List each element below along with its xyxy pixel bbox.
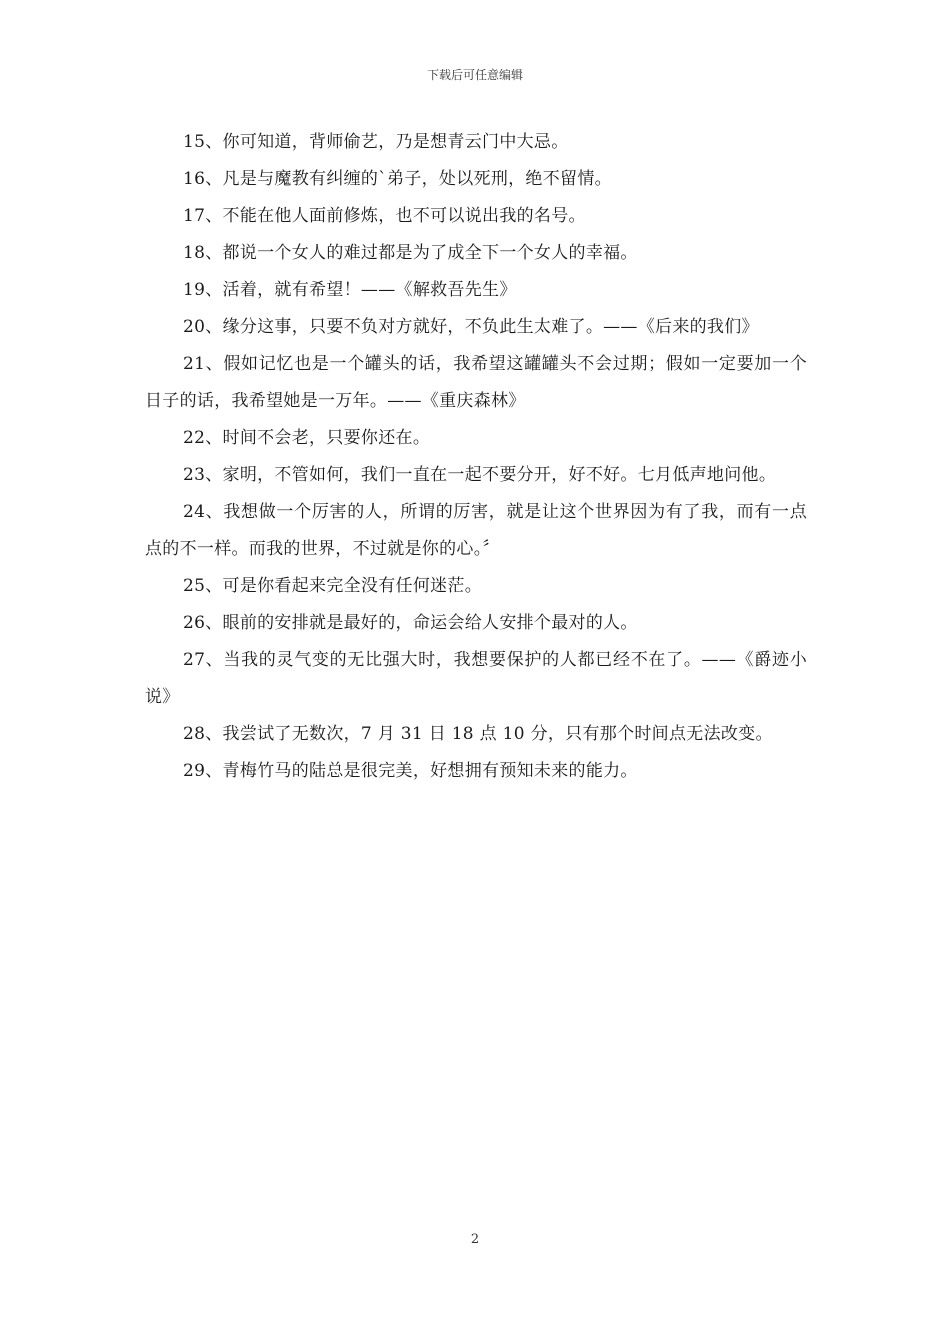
page-header: 下载后可任意编辑 — [426, 68, 523, 82]
paragraph-22: 22、时间不会老，只要你还在。 — [183, 428, 431, 448]
paragraph-27: 27、当我的灵气变的无比强大时，我想要保护的人都已经不在了。——《爵迹小说》 — [145, 650, 807, 707]
paragraph-20: 20、缘分这事，只要不负对方就好，不负此生太难了。——《后来的我们》 — [183, 317, 759, 337]
page-number: 2 — [470, 1232, 480, 1247]
paragraph-23: 23、家明，不管如何，我们一直在一起不要分开，好不好。七月低声地问他。 — [183, 465, 777, 485]
paragraph-16: 16、凡是与魔教有纠缠的`弟子，处以死刑，绝不留情。 — [183, 169, 612, 189]
paragraph-26: 26、眼前的安排就是最好的，命运会给人安排个最对的人。 — [183, 613, 638, 633]
document-body — [145, 124, 807, 790]
paragraph-28: 28、我尝试了无数次，7 月 31 日 18 点 10 分，只有那个时间点无法改变。 — [183, 724, 773, 744]
paragraph-18: 18、都说一个女人的难过都是为了成全下一个女人的幸福。 — [183, 243, 638, 263]
paragraph-15: 15、你可知道，背师偷艺，乃是想青云门中大忌。 — [183, 132, 569, 152]
paragraph-17: 17、不能在他人面前修炼，也不可以说出我的名号。 — [183, 206, 586, 226]
paragraph-29: 29、青梅竹马的陆总是很完美，好想拥有预知未来的能力。 — [183, 761, 638, 781]
paragraph-24: 24、我想做一个厉害的人，所谓的厉害，就是让这个世界因为有了我，而有一点点的不一样。而我的世界，不过就是你的心。〞 — [145, 502, 807, 559]
paragraph-21: 21、假如记忆也是一个罐头的话，我希望这罐罐头不会过期；假如一定要加一个日子的话，我希望她是一万年。——《重庆森林》 — [145, 354, 807, 411]
paragraph-19: 19、活着，就有希望！——《解救吾先生》 — [183, 280, 517, 300]
paragraph-25: 25、可是你看起来完全没有任何迷茫。 — [183, 576, 483, 596]
